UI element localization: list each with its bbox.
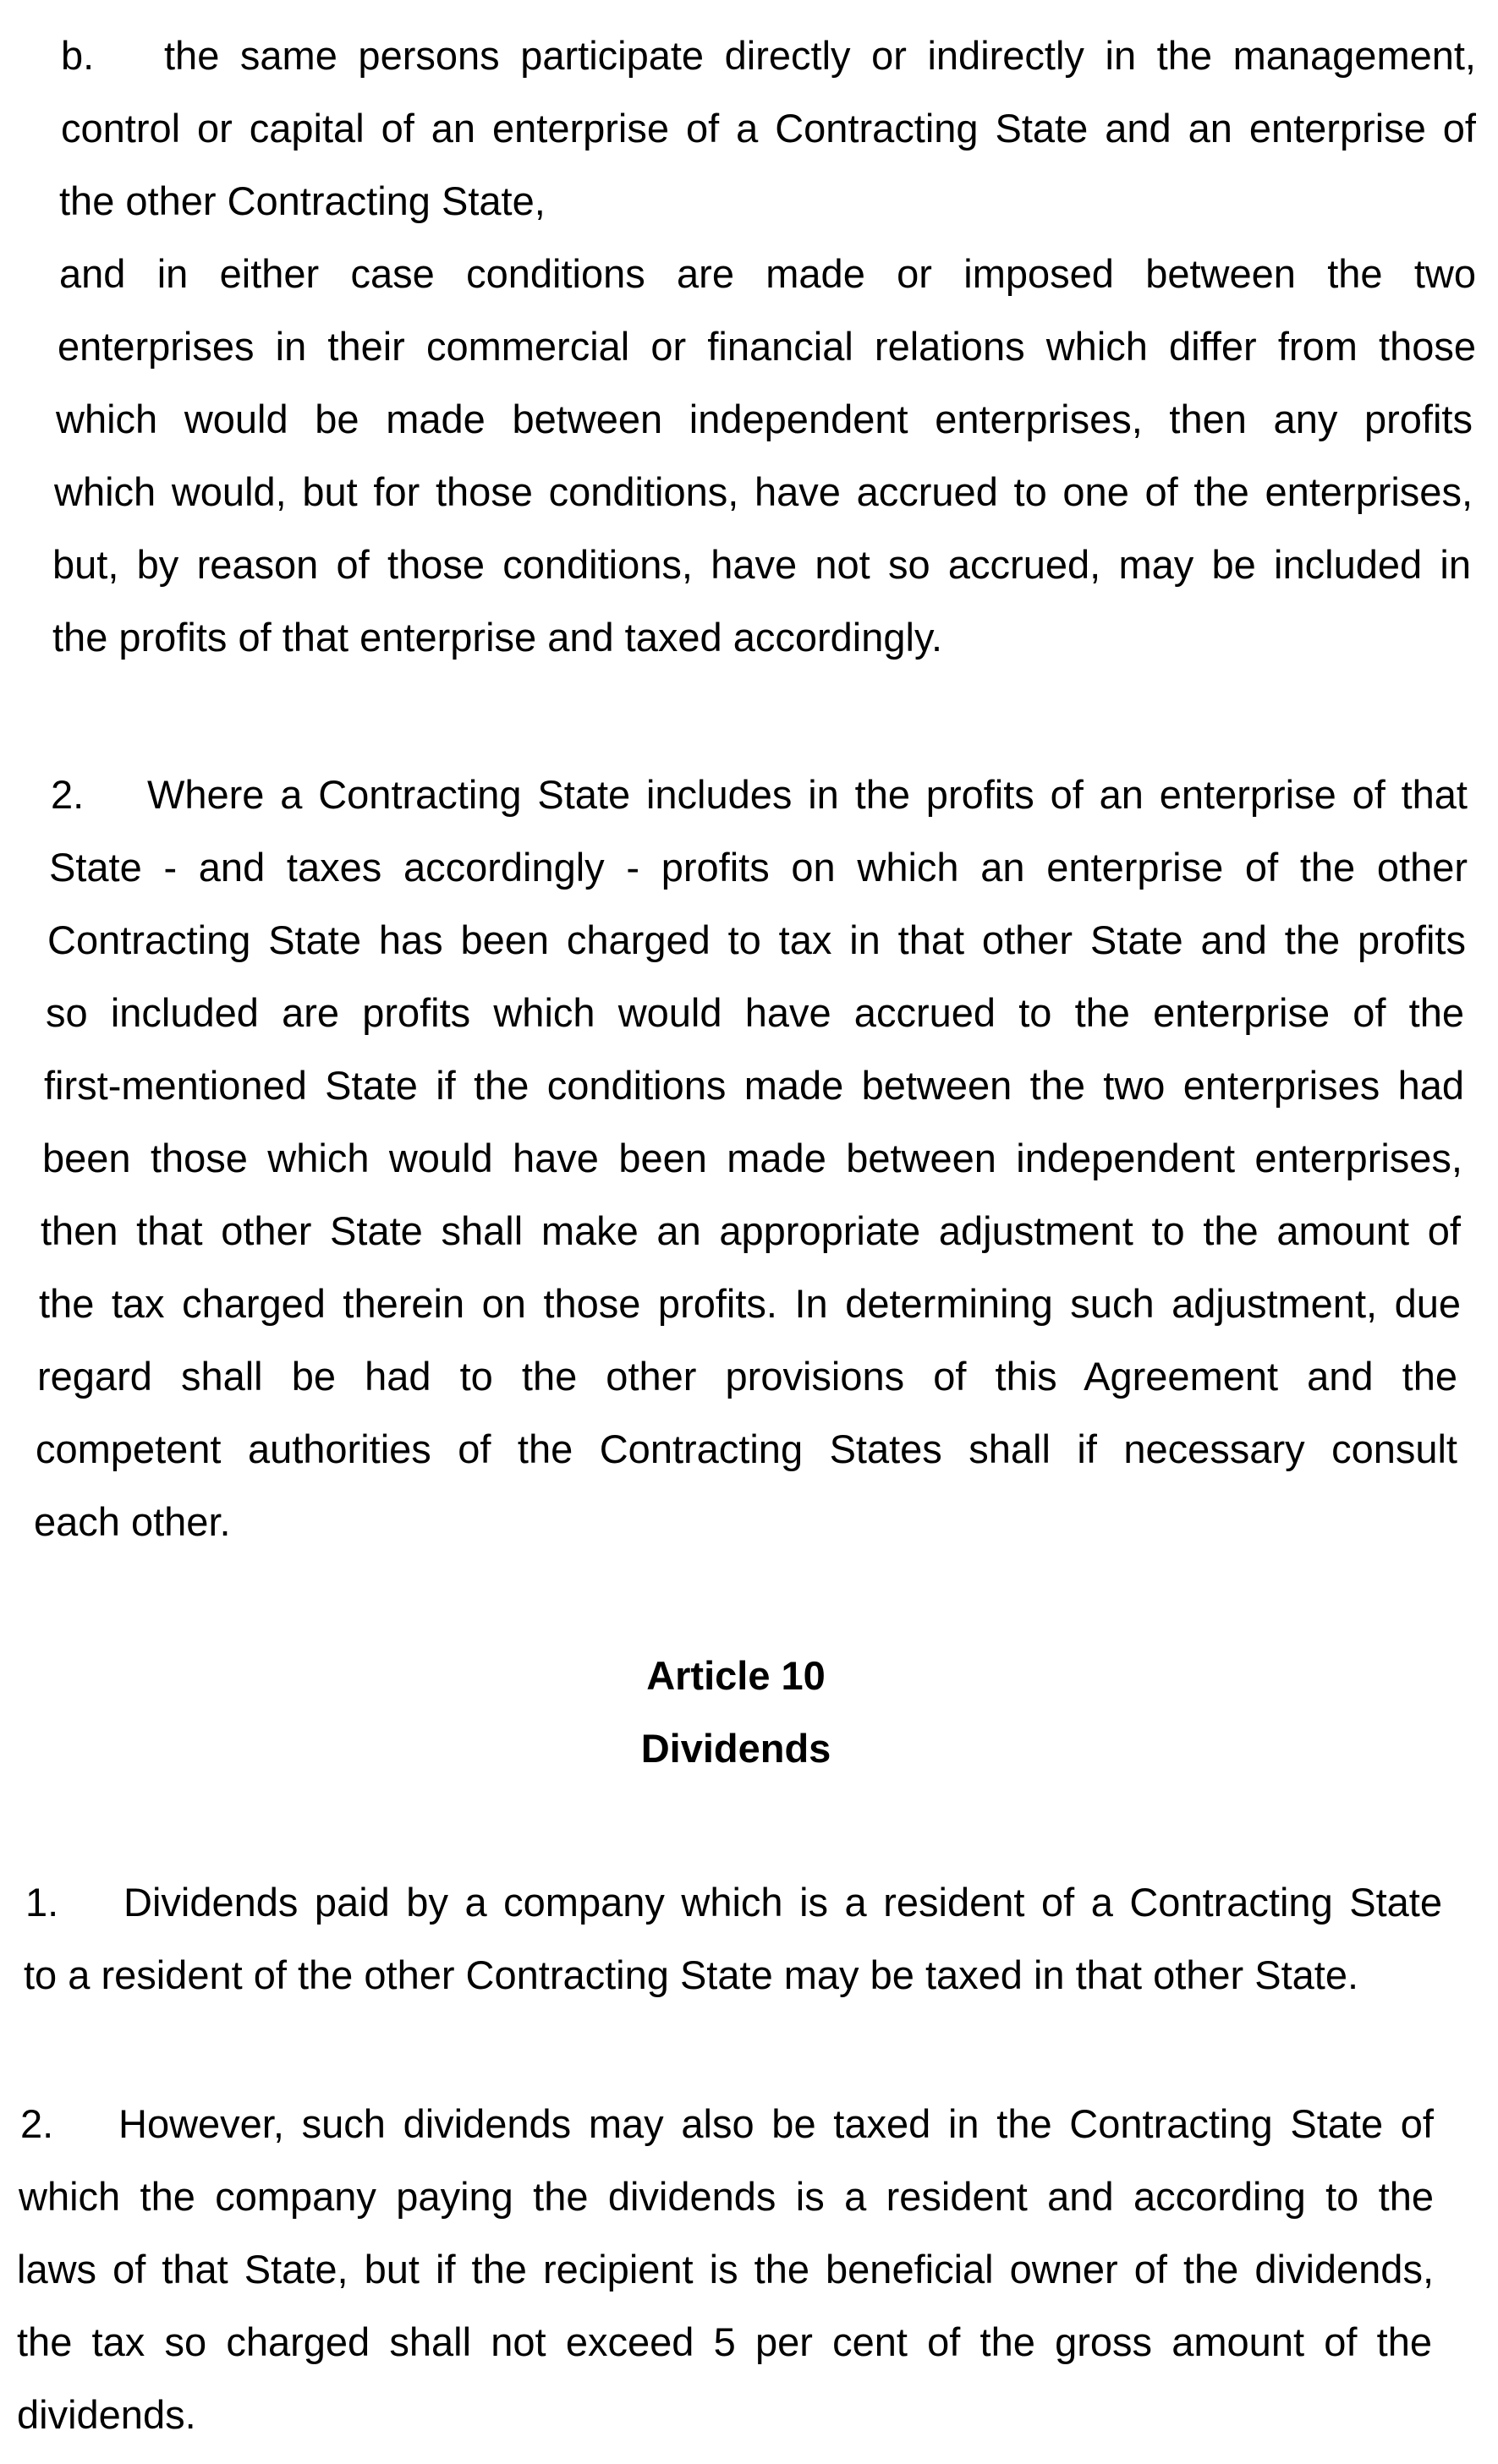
paragraph-b-text: the same persons participate directly or indirectly in the management, <box>164 33 1476 78</box>
article-10-paragraph-2-line-2: which the company paying the dividends is a resident and according to the <box>19 2174 1434 2219</box>
paragraph-either-case-line-4: which would, but for those conditions, have accrued to one of the enterprises, <box>54 469 1473 514</box>
paragraph-b-line-3: the other Contracting State, <box>59 178 546 223</box>
paragraph-2-line-6: been those which would have been made between independent enterprises, <box>42 1136 1462 1180</box>
paragraph-either-case-line-3: which would be made between independent enterprises, then any profits <box>56 397 1473 441</box>
article-10-paragraph-2-marker: 2. <box>20 2101 54 2146</box>
article-number: Article 10 <box>646 1653 826 1698</box>
paragraph-either-case-line-2: enterprises in their commercial or financial relations which differ from those <box>58 324 1476 369</box>
paragraph-2-line-7: then that other State shall make an appropriate adjustment to the amount of <box>41 1208 1461 1253</box>
paragraph-either-case-line-1: and in either case conditions are made or imposed between the two <box>59 251 1476 296</box>
paragraph-2-line-3: Contracting State has been charged to tax in that other State and the profits <box>47 917 1466 962</box>
paragraph-b-line-2: control or capital of an enterprise of a Contracting State and an enterprise of <box>61 106 1476 151</box>
paragraph-2-line-11: each other. <box>34 1499 231 1544</box>
article-10-paragraph-1-marker: 1. <box>25 1880 59 1925</box>
paragraph-2-marker: 2. <box>51 772 85 817</box>
article-10-paragraph-2-line-4: the tax so charged shall not exceed 5 per cent of the gross amount of the <box>17 2319 1432 2364</box>
article-10-paragraph-2-line-3: laws of that State, but if the recipient is the beneficial owner of the dividends, <box>17 2247 1434 2292</box>
article-10-paragraph-1-text: Dividends paid by a company which is a resident of a Contracting State <box>123 1880 1442 1925</box>
article-10-paragraph-2-text: However, such dividends may also be taxed in the Contracting State of <box>118 2101 1434 2146</box>
paragraph-2-line-8: the tax charged therein on those profits. In determining such adjustment, due <box>39 1281 1461 1326</box>
paragraph-2-line-1 <box>51 769 1468 820</box>
article-10-paragraph-2-line-1 <box>20 2099 1434 2149</box>
paragraph-either-case-line-5: but, by reason of those conditions, have not so accrued, may be included in <box>52 542 1471 587</box>
article-title: Dividends <box>640 1726 831 1771</box>
paragraph-2-line-9: regard shall be had to the other provisions of this Agreement and the <box>37 1354 1457 1399</box>
article-10-paragraph-1-line-1 <box>25 1877 1442 1928</box>
paragraph-2-line-4: so included are profits which would have accrued to the enterprise of the <box>46 990 1464 1035</box>
paragraph-2-line-2: State - and taxes accordingly - profits on which an enterprise of the other <box>49 845 1468 890</box>
paragraph-either-case-line-6: the profits of that enterprise and taxed accordingly. <box>52 615 943 660</box>
paragraph-b-line-1 <box>61 30 1476 81</box>
article-10-paragraph-1-line-2: to a resident of the other Contracting State may be taxed in that other State. <box>24 1952 1359 1997</box>
paragraph-2-text: Where a Contracting State includes in the profits of an enterprise of that <box>147 772 1468 817</box>
paragraph-2-line-5: first-mentioned State if the conditions made between the two enterprises had <box>44 1063 1464 1108</box>
paragraph-b-marker: b. <box>61 33 95 78</box>
article-10-paragraph-2-line-5: dividends. <box>17 2392 196 2437</box>
paragraph-2-line-10: competent authorities of the Contracting States shall if necessary consult <box>36 1426 1457 1471</box>
